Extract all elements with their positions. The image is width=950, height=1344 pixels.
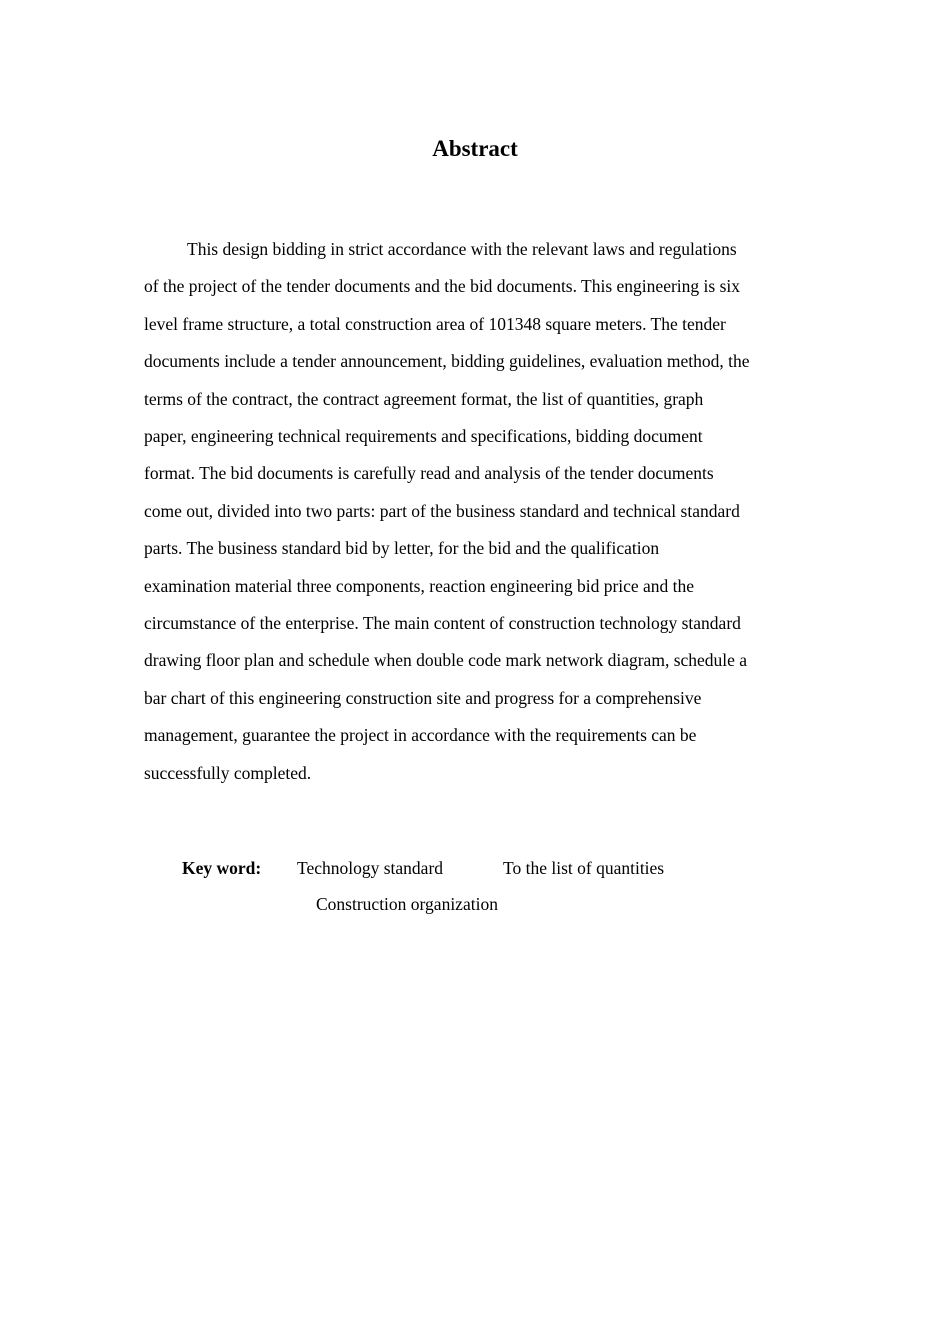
keyword-item: Construction organization [316, 894, 498, 914]
abstract-line: successfully completed. [144, 762, 312, 783]
keywords-section [182, 855, 664, 881]
abstract-line: paper, engineering technical requirements and specifications, bidding document [144, 426, 703, 447]
abstract-line: parts. The business standard bid by letter, for the bid and the qualification [144, 538, 660, 559]
keywords-label: Key word: [182, 858, 262, 878]
abstract-line: bar chart of this engineering construction site and progress for a comprehensive [144, 687, 702, 708]
abstract-paragraph [144, 231, 808, 792]
abstract-line: terms of the contract, the contract agreement format, the list of quantities, graph [144, 388, 704, 409]
abstract-line: management, guarantee the project in accordance with the requirements can be [144, 725, 697, 746]
abstract-line: circumstance of the enterprise. The main content of construction technology standard [144, 613, 741, 634]
abstract-line: of the project of the tender documents and the bid documents. This engineering is six [144, 276, 740, 297]
keyword-item: To the list of quantities [503, 858, 665, 878]
abstract-line: This design bidding in strict accordance with the relevant laws and regulations [187, 239, 737, 259]
abstract-line: examination material three components, reaction engineering bid price and the [144, 575, 695, 596]
abstract-line: drawing floor plan and schedule when double code mark network diagram, schedule a [144, 650, 748, 671]
abstract-line: level frame structure, a total construction area of 101348 square meters. The tender [144, 313, 726, 334]
keyword-item: Technology standard [297, 858, 444, 878]
page-title: Abstract [432, 136, 518, 161]
abstract-line: documents include a tender announcement, bidding guidelines, evaluation method, the [144, 351, 750, 372]
abstract-line: come out, divided into two parts: part of the business standard and technical standard [144, 500, 740, 521]
abstract-line: format. The bid documents is carefully read and analysis of the tender documents [144, 463, 714, 484]
keywords-section-continued [316, 891, 498, 917]
